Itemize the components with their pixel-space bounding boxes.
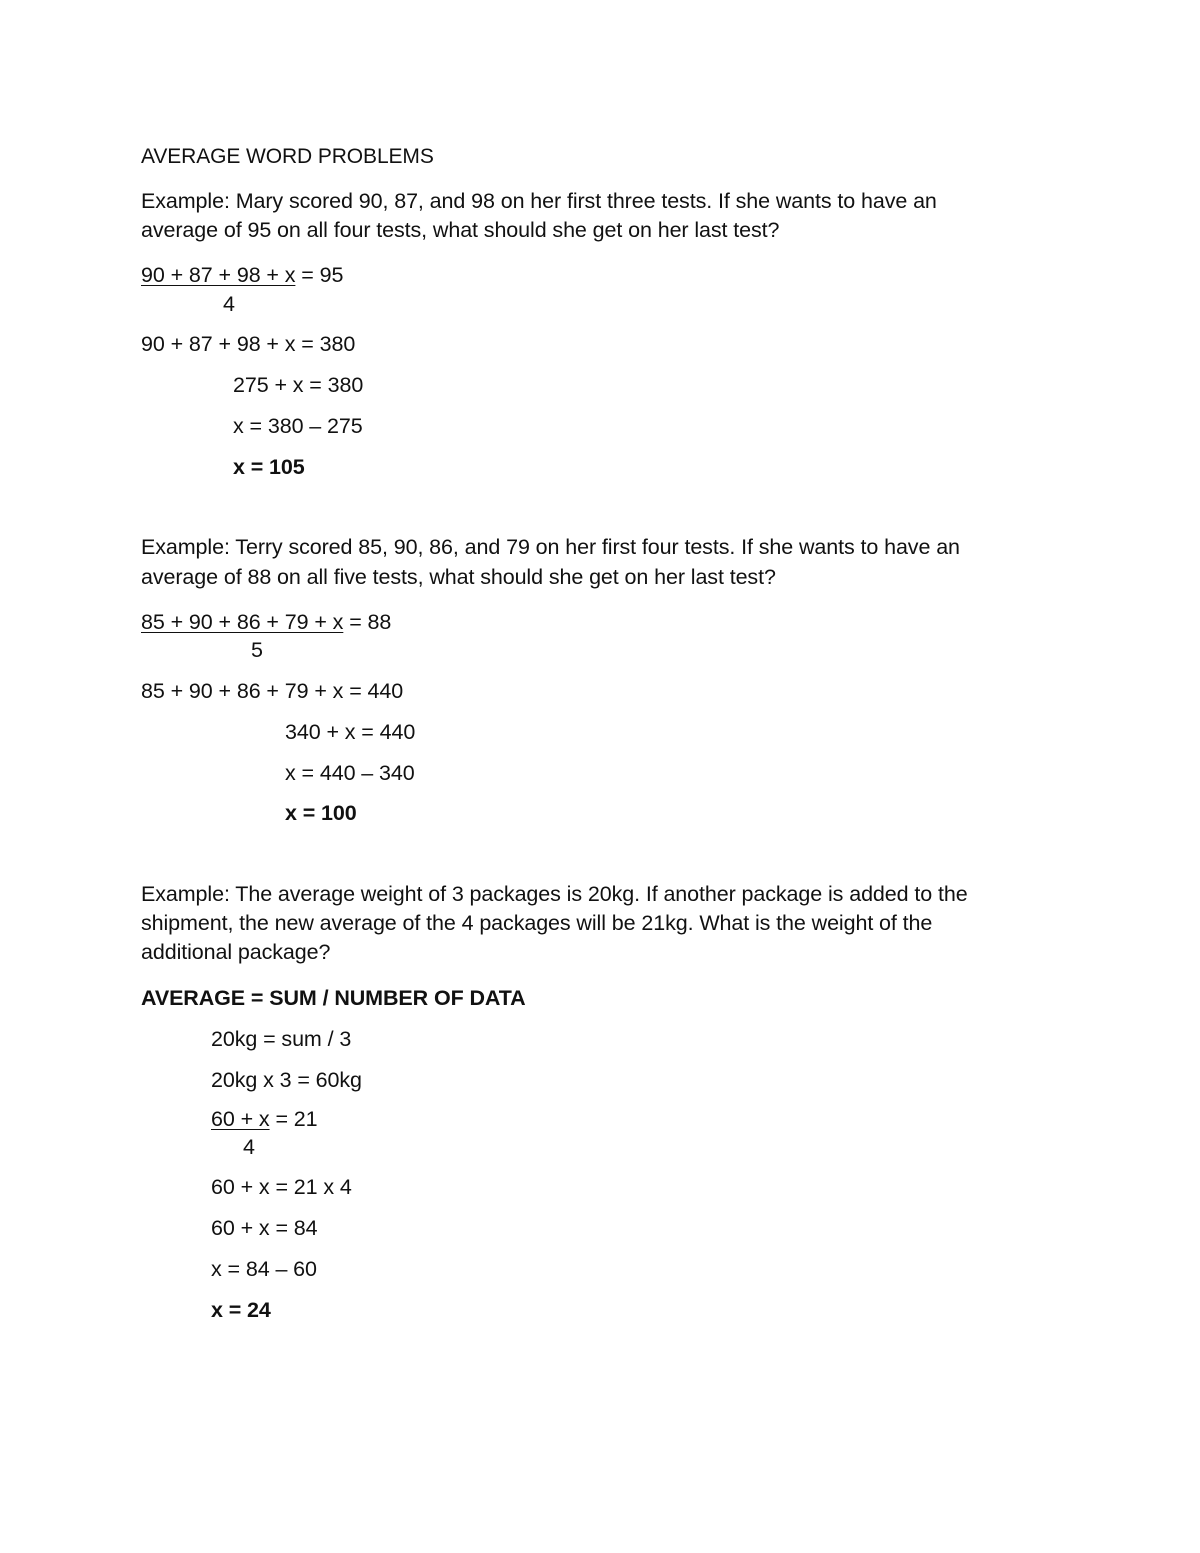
example1-step2: 275 + x = 380: [233, 373, 364, 397]
example1-step1: 90 + 87 + 98 + x = 380: [141, 332, 356, 356]
example3-step5: x = 84 – 60: [211, 1257, 317, 1281]
example1-fraction-denominator: 4: [223, 292, 235, 316]
example3-step3: 60 + x = 21 x 4: [211, 1175, 352, 1199]
example2-fraction-equation: [141, 608, 391, 637]
example2-answer: x = 100: [285, 801, 357, 825]
example1-fraction-numerator: 90 + 87 + 98 + x: [141, 263, 296, 287]
example3-step1: 20kg = sum / 3: [211, 1027, 352, 1051]
example2-fraction-rhs: = 88: [343, 610, 392, 634]
example1-question-line1: Example: Mary scored 90, 87, and 98 on her first three tests. If she wants to have an: [141, 189, 937, 213]
example3-formula: AVERAGE = SUM / NUMBER OF DATA: [141, 986, 526, 1010]
example3-question-line3: additional package?: [141, 940, 331, 964]
example3-step4: 60 + x = 84: [211, 1216, 318, 1240]
example3-step2: 20kg x 3 = 60kg: [211, 1068, 362, 1092]
example3-fraction-equation: [211, 1105, 318, 1134]
example3-question-line2: shipment, the new average of the 4 packages will be 21kg. What is the weight of the: [141, 911, 933, 935]
example2-fraction-numerator: 85 + 90 + 86 + 79 + x: [141, 610, 344, 634]
example1-step3: x = 380 – 275: [233, 414, 363, 438]
example1-fraction-rhs: = 95: [295, 263, 344, 287]
example2-fraction-denominator: 5: [251, 638, 263, 662]
example2-step2: 340 + x = 440: [285, 720, 416, 744]
example2-step3: x = 440 – 340: [285, 761, 415, 785]
example3-fraction-rhs: = 21: [269, 1107, 318, 1131]
example3-question-line1: Example: The average weight of 3 packages is 20kg. If another package is added to the: [141, 882, 968, 906]
example2-step1: 85 + 90 + 86 + 79 + x = 440: [141, 679, 404, 703]
example3-fraction-denominator: 4: [243, 1135, 255, 1159]
example1-question-line2: average of 95 on all four tests, what should she get on her last test?: [141, 218, 780, 242]
page-title: AVERAGE WORD PROBLEMS: [141, 145, 434, 168]
example2-question-line2: average of 88 on all five tests, what should she get on her last test?: [141, 565, 776, 589]
example1-fraction-equation: [141, 261, 343, 290]
example3-fraction-numerator: 60 + x: [211, 1107, 270, 1131]
example2-question-line1: Example: Terry scored 85, 90, 86, and 79 on her first four tests. If she wants to have an: [141, 535, 960, 559]
example1-answer: x = 105: [233, 455, 305, 479]
example3-answer: x = 24: [211, 1298, 271, 1322]
